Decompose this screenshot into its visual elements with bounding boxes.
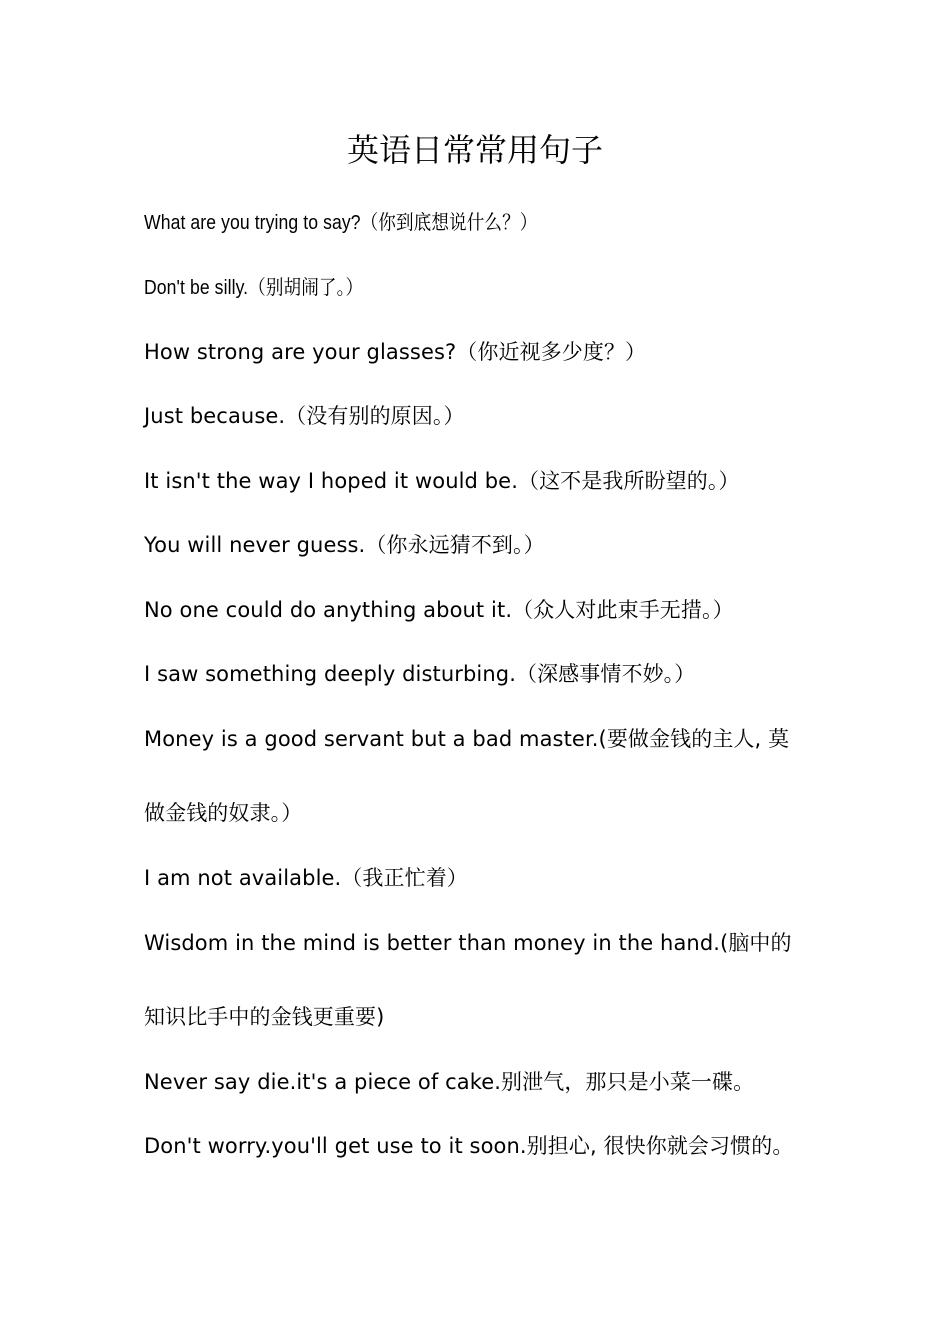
sentence-line: Never say die.it's a piece of cake.别泄气，那只是小菜一碟。 <box>144 1070 755 1094</box>
sentence-line-continuation: 做金钱的奴隶。） <box>144 801 303 825</box>
sentence-line: Money is a good servant but a bad master.(要做金钱的主人, 莫 <box>144 727 790 751</box>
sentence-line: Don't be silly.（别胡闹了。） <box>144 277 364 299</box>
sentence-line: How strong are your glasses?（你近视多少度？） <box>144 340 647 364</box>
sentence-line: You will never guess.（你永远猜不到。） <box>144 533 545 557</box>
sentence-line: I am not available.（我正忙着） <box>144 866 468 890</box>
sentence-line-continuation: 知识比手中的金钱更重要) <box>144 1005 385 1029</box>
sentence-line: Don't worry.you'll get use to it soon.别担心, 很快你就会习惯的。 <box>144 1134 794 1158</box>
sentence-line: Just because.（没有别的原因。） <box>144 404 465 428</box>
document-title: 英语日常常用句子 <box>346 131 603 169</box>
sentence-line: It isn't the way I hoped it would be.（这不是我所盼望的。） <box>144 469 740 493</box>
sentence-line: What are you trying to say?（你到底想说什么？） <box>144 212 538 234</box>
sentence-line: No one could do anything about it.（众人对此束手无措。） <box>144 598 734 622</box>
sentence-line: Wisdom in the mind is better than money in the hand.(脑中的 <box>144 931 792 955</box>
sentence-line: I saw something deeply disturbing.（深感事情不妙。） <box>144 662 696 686</box>
